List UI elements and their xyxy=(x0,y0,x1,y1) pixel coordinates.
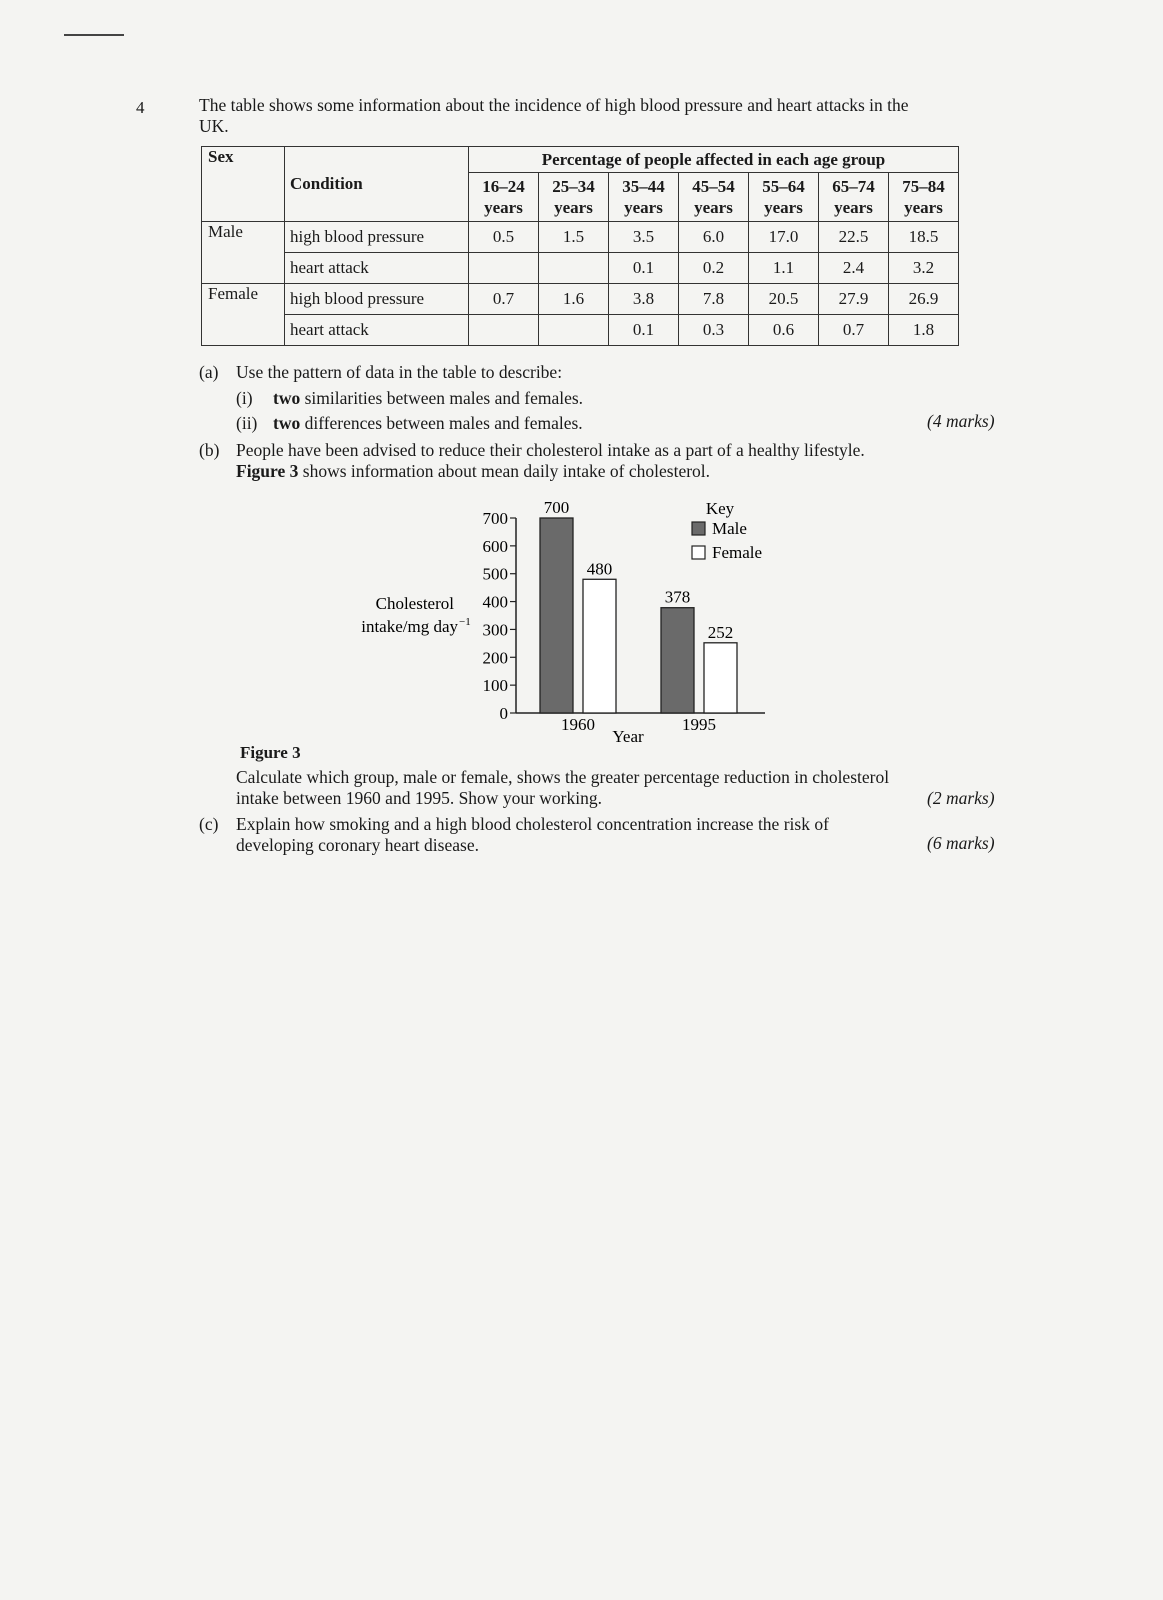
question-number: 4 xyxy=(136,98,145,117)
legend-label-female: Female xyxy=(712,543,763,562)
cell-value: 1.8 xyxy=(889,315,959,346)
part-a-i-bold: two xyxy=(273,388,301,408)
y-tick-label: 400 xyxy=(482,592,508,612)
part-b-text-1: People have been advised to reduce their cholesterol intake as a part of a healthy lifestyle. xyxy=(236,440,865,460)
bar-female-1960 xyxy=(583,579,616,713)
cell-value: 22.5 xyxy=(819,222,889,253)
bar-value-label: 480 xyxy=(586,559,613,579)
part-a-ii-bold: two xyxy=(273,413,301,433)
age-unit: years xyxy=(624,198,663,217)
part-b-marks: (2 marks) xyxy=(927,788,995,808)
age-unit: years xyxy=(694,198,733,217)
age-range: 35–44 xyxy=(622,177,665,196)
part-b-question: Calculate which group, male or female, shows the greater percentage reduction in cholesterol intake between 1960 and 1995. Show your working. xyxy=(236,767,890,808)
y-axis-label-line1: Cholesterol xyxy=(375,594,454,613)
age-range: 45–54 xyxy=(692,177,735,196)
legend-label-male: Male xyxy=(712,519,747,538)
cell-value: 1.6 xyxy=(539,284,609,315)
part-a-ii-label: (ii) xyxy=(236,413,258,433)
cell-sex: Male xyxy=(202,222,285,284)
bar-value-label: 378 xyxy=(664,587,691,607)
cell-value xyxy=(539,253,609,284)
header-condition: Condition xyxy=(285,147,469,222)
header-age-6 xyxy=(889,173,959,222)
cell-value: 0.2 xyxy=(679,253,749,284)
header-age-4 xyxy=(749,173,819,222)
cell-value: 20.5 xyxy=(749,284,819,315)
age-unit: years xyxy=(904,198,943,217)
part-c-marks: (6 marks) xyxy=(927,833,995,853)
cell-value: 26.9 xyxy=(889,284,959,315)
top-rule xyxy=(64,34,124,36)
cell-condition: high blood pressure xyxy=(285,222,469,253)
y-tick-label: 500 xyxy=(482,564,508,584)
age-range: 55–64 xyxy=(762,177,805,196)
cell-value: 3.5 xyxy=(609,222,679,253)
part-b-text xyxy=(236,440,906,482)
cell-value: 7.8 xyxy=(679,284,749,315)
bars xyxy=(540,498,737,713)
cell-value xyxy=(469,315,539,346)
cell-value: 0.1 xyxy=(609,253,679,284)
cell-value xyxy=(469,253,539,284)
table-row xyxy=(202,284,959,315)
header-sex: Sex xyxy=(202,147,285,222)
y-tick-label: 300 xyxy=(482,620,508,640)
table-row xyxy=(202,315,959,346)
header-age-0 xyxy=(469,173,539,222)
age-range: 16–24 xyxy=(482,177,525,196)
part-a-label: (a) xyxy=(199,362,219,382)
legend-swatch-male xyxy=(692,522,705,535)
cholesterol-bar-chart xyxy=(330,490,800,750)
y-tick-label: 700 xyxy=(482,509,508,528)
part-b-label: (b) xyxy=(199,440,220,460)
cell-value: 2.4 xyxy=(819,253,889,284)
x-category-label: 1960 xyxy=(561,715,595,734)
figure-caption: Figure 3 xyxy=(240,743,301,762)
cell-value: 0.7 xyxy=(469,284,539,315)
part-a-i-text: similarities between males and females. xyxy=(304,388,584,408)
header-age-3 xyxy=(679,173,749,222)
cell-sex: Female xyxy=(202,284,285,346)
bar-male-1960 xyxy=(540,518,573,713)
part-a-text: Use the pattern of data in the table to describe: xyxy=(236,362,563,382)
cell-value: 0.1 xyxy=(609,315,679,346)
header-age-group: Percentage of people affected in each age group xyxy=(469,147,959,173)
cell-condition: high blood pressure xyxy=(285,284,469,315)
part-a-marks: (4 marks) xyxy=(927,411,995,431)
cell-value: 18.5 xyxy=(889,222,959,253)
part-a-i xyxy=(273,388,583,409)
part-c-label: (c) xyxy=(199,814,219,834)
part-c-text: Explain how smoking and a high blood cholesterol concentration increase the risk of developing coronary heart disease. xyxy=(236,814,829,855)
cell-value: 1.1 xyxy=(749,253,819,284)
cell-value: 0.6 xyxy=(749,315,819,346)
part-a-i-label: (i) xyxy=(236,388,253,408)
x-axis-label: Year xyxy=(612,727,644,746)
question-intro: The table shows some information about the incidence of high blood pressure and heart attacks in the UK. xyxy=(199,95,909,136)
header-age-2 xyxy=(609,173,679,222)
age-unit: years xyxy=(834,198,873,217)
x-category-label: 1995 xyxy=(682,715,716,734)
y-tick-label: 0 xyxy=(499,704,508,723)
part-a-ii xyxy=(273,413,583,434)
incidence-table xyxy=(201,146,959,346)
table-row xyxy=(202,253,959,284)
age-unit: years xyxy=(554,198,593,217)
age-range: 25–34 xyxy=(552,177,595,196)
part-b-figure-ref: Figure 3 xyxy=(236,461,299,481)
y-ticks xyxy=(483,509,517,723)
cell-value: 0.7 xyxy=(819,315,889,346)
y-tick-label: 600 xyxy=(482,536,508,556)
part-b-text-2: shows information about mean daily intake of cholesterol. xyxy=(302,461,711,481)
cell-value: 0.5 xyxy=(469,222,539,253)
cell-value: 27.9 xyxy=(819,284,889,315)
y-axis-label-line2: intake/mg day xyxy=(361,617,458,636)
cell-value: 17.0 xyxy=(749,222,819,253)
age-range: 75–84 xyxy=(902,177,945,196)
y-tick-label: 200 xyxy=(482,648,508,668)
cell-value: 6.0 xyxy=(679,222,749,253)
age-unit: years xyxy=(764,198,803,217)
age-range: 65–74 xyxy=(832,177,875,196)
bar-value-label: 700 xyxy=(543,498,570,517)
header-age-1 xyxy=(539,173,609,222)
cell-value xyxy=(539,315,609,346)
cell-value: 3.2 xyxy=(889,253,959,284)
cell-value: 0.3 xyxy=(679,315,749,346)
header-age-5 xyxy=(819,173,889,222)
legend xyxy=(692,519,762,562)
bar-male-1995 xyxy=(661,608,694,713)
cell-condition: heart attack xyxy=(285,253,469,284)
bar-female-1995 xyxy=(704,643,737,713)
part-a-ii-text: differences between males and females. xyxy=(304,413,583,433)
y-axis-label-superscript: −1 xyxy=(459,616,471,628)
cell-condition: heart attack xyxy=(285,315,469,346)
y-tick-label: 100 xyxy=(482,676,508,696)
legend-title: Key xyxy=(705,499,735,518)
legend-swatch-female xyxy=(692,546,705,559)
cell-value: 3.8 xyxy=(609,284,679,315)
cell-value: 1.5 xyxy=(539,222,609,253)
age-unit: years xyxy=(484,198,523,217)
bar-value-label: 252 xyxy=(707,622,734,642)
table-row xyxy=(202,222,959,253)
